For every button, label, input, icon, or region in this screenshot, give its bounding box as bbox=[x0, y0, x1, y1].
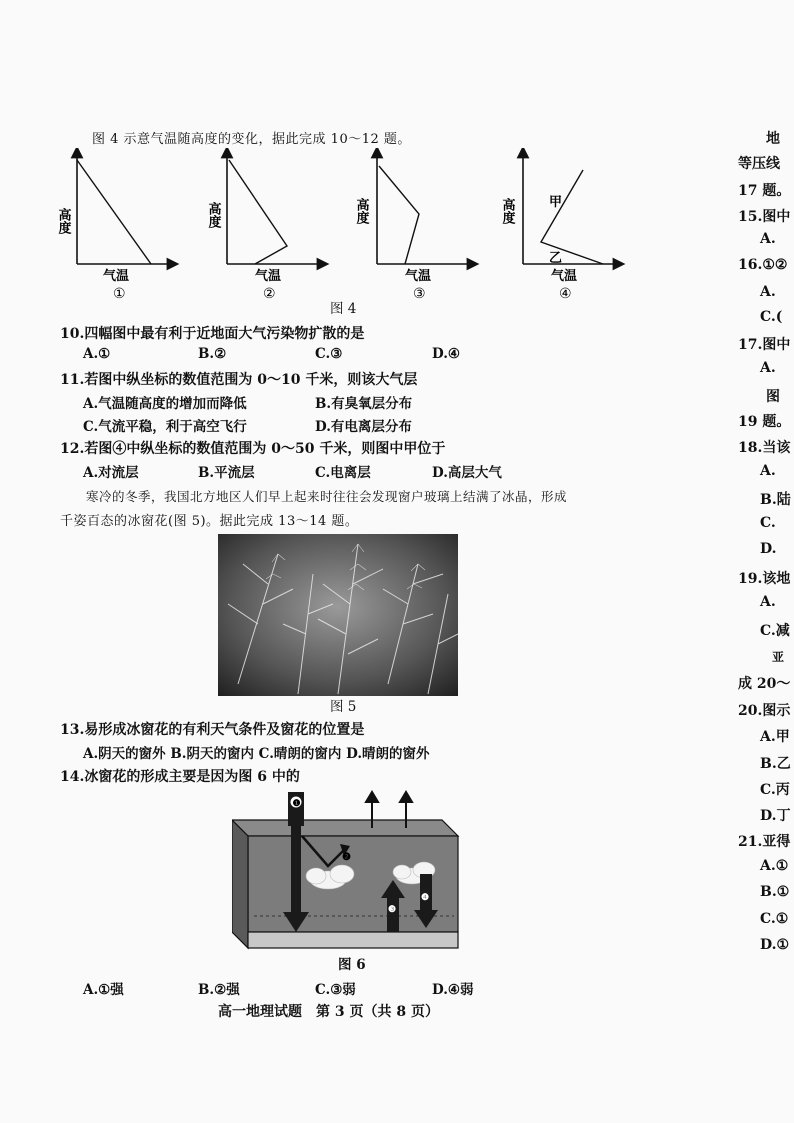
right-col-15: C. bbox=[760, 515, 776, 531]
graph-3-xlabel: 气温 bbox=[405, 269, 432, 284]
right-col-23: A.甲 bbox=[760, 729, 790, 745]
fig6-caption: 图 6 bbox=[338, 957, 366, 973]
graph-4-curve bbox=[541, 170, 603, 264]
right-col-28: A.① bbox=[760, 858, 789, 874]
q12-option-b[interactable]: B.平流层 bbox=[198, 465, 255, 481]
page-footer: 高一地理试题 第 3 页（共 8 页） bbox=[218, 1004, 439, 1020]
right-col-26: D.丁 bbox=[760, 808, 791, 824]
right-col-25: C.丙 bbox=[760, 782, 790, 798]
right-col-24: B.乙 bbox=[760, 756, 791, 772]
q10-option-a[interactable]: A.① bbox=[83, 346, 111, 362]
q11-option-d[interactable]: D.有电离层分布 bbox=[315, 419, 412, 435]
right-col-10: 图 bbox=[766, 389, 780, 405]
q13-options[interactable]: A.阴天的窗外 B.阴天的窗内 C.晴朗的窗内 D.晴朗的窗外 bbox=[83, 746, 430, 762]
graph-2-ylabel: 高度 bbox=[205, 202, 221, 228]
graph-1 bbox=[56, 152, 174, 302]
q10-option-d[interactable]: D.④ bbox=[432, 346, 461, 362]
figure-5-frost-photo bbox=[218, 534, 458, 696]
right-col-3: 15.图中 bbox=[738, 209, 791, 225]
right-col-8: 17.图中 bbox=[738, 337, 791, 353]
graph-4-ylabel: 高度 bbox=[499, 198, 515, 224]
q11-option-b[interactable]: B.有臭氧层分布 bbox=[315, 396, 413, 412]
right-col-5: 16.①② bbox=[738, 257, 788, 273]
right-col-4: A. bbox=[760, 231, 776, 247]
graph-2-curve bbox=[229, 160, 287, 264]
graph-3-ylabel: 高度 bbox=[353, 198, 369, 224]
q10-option-b[interactable]: B.② bbox=[198, 346, 227, 362]
q12-option-a[interactable]: A.对流层 bbox=[83, 465, 139, 481]
graph-4-label-yi: 乙 bbox=[549, 251, 563, 266]
graph-2 bbox=[206, 152, 324, 302]
figure-6-diagram bbox=[232, 788, 472, 954]
graph-4-label: ④ bbox=[559, 286, 572, 302]
graph-2-label: ② bbox=[263, 286, 276, 302]
marker-4: ❹ bbox=[421, 893, 430, 903]
right-col-9: A. bbox=[760, 360, 776, 376]
q14-option-b[interactable]: B.②强 bbox=[198, 982, 240, 998]
block-top-face bbox=[232, 820, 458, 836]
q12-stem: 12.若图④中纵坐标的数值范围为 0～50 千米，则图中甲位于 bbox=[60, 441, 446, 457]
marker-1: ❶ bbox=[292, 799, 301, 809]
right-col-14: B.陆 bbox=[760, 492, 791, 508]
right-col-31: D.① bbox=[760, 937, 790, 953]
marker-3: ❸ bbox=[388, 905, 397, 915]
fig5-caption: 图 5 bbox=[330, 699, 357, 715]
graph-1-curve bbox=[77, 160, 151, 264]
right-col-18: A. bbox=[760, 594, 776, 610]
intro-fig4: 图 4 示意气温随高度的变化，据此完成 10～12 题。 bbox=[92, 132, 411, 147]
q11-stem: 11.若图中纵坐标的数值范围为 0～10 千米，则该大气层 bbox=[60, 372, 418, 388]
q12-option-d[interactable]: D.高层大气 bbox=[432, 465, 502, 481]
right-col-2: 17 题。 bbox=[738, 183, 791, 199]
right-col-29: B.① bbox=[760, 884, 790, 900]
q13-stem: 13.易形成冰窗花的有利天气条件及窗花的位置是 bbox=[60, 722, 365, 738]
right-col-17: 19.该地 bbox=[738, 571, 791, 587]
right-col-30: C.① bbox=[760, 911, 789, 927]
q11-option-c[interactable]: C.气流平稳，利于高空飞行 bbox=[83, 419, 247, 435]
right-col-27: 21.亚得 bbox=[738, 834, 791, 850]
right-col-19: C.减 bbox=[760, 623, 790, 639]
graph-4-xlabel: 气温 bbox=[551, 269, 578, 284]
graph-1-label: ① bbox=[113, 286, 126, 302]
q14-stem: 14.冰窗花的形成主要是因为图 6 中的 bbox=[60, 769, 300, 785]
right-col-1: 等压线 bbox=[738, 156, 780, 172]
graph-4-label-jia: 甲 bbox=[549, 195, 563, 210]
q14-option-a[interactable]: A.①强 bbox=[83, 982, 124, 998]
ground-strip bbox=[248, 932, 458, 948]
graph-4 bbox=[500, 152, 620, 302]
right-col-0: 地 bbox=[766, 131, 780, 147]
q14-option-c[interactable]: C.③弱 bbox=[315, 982, 356, 998]
right-col-16: D. bbox=[760, 541, 777, 557]
graph-3-label: ③ bbox=[413, 286, 426, 302]
graph-1-ylabel: 高度 bbox=[55, 208, 71, 234]
q14-option-d[interactable]: D.④弱 bbox=[432, 982, 474, 998]
graph-1-xlabel: 气温 bbox=[103, 269, 130, 284]
intro-fig5-line2: 千姿百态的冰窗花(图 5)。据此完成 13～14 题。 bbox=[60, 514, 359, 529]
block-left-side bbox=[232, 820, 248, 948]
right-col-12: 18.当该 bbox=[738, 440, 791, 456]
intro-fig5-line1: 寒冷的冬季，我国北方地区人们早上起来时往往会发现窗户玻璃上结满了冰晶，形成 bbox=[86, 489, 568, 504]
right-col-13: A. bbox=[760, 463, 776, 479]
graph-2-xlabel: 气温 bbox=[255, 269, 282, 284]
q10-option-c[interactable]: C.③ bbox=[315, 346, 343, 362]
right-col-20: 亚 bbox=[772, 650, 785, 664]
graph-3-curve bbox=[379, 166, 419, 264]
q11-option-a[interactable]: A.气温随高度的增加而降低 bbox=[83, 396, 247, 412]
right-col-22: 20.图示 bbox=[738, 703, 791, 719]
q10-stem: 10.四幅图中最有利于近地面大气污染物扩散的是 bbox=[60, 326, 365, 342]
right-col-21: 成 20～ bbox=[738, 676, 791, 692]
graph-3 bbox=[354, 152, 474, 302]
marker-2: ❷ bbox=[342, 852, 351, 863]
figure-4-graphs bbox=[55, 148, 655, 320]
right-col-11: 19 题。 bbox=[738, 414, 791, 430]
right-col-7: C.( bbox=[760, 309, 783, 325]
fig4-caption: 图 4 bbox=[330, 301, 357, 317]
right-col-6: A. bbox=[760, 284, 776, 300]
q12-option-c[interactable]: C.电离层 bbox=[315, 465, 371, 481]
